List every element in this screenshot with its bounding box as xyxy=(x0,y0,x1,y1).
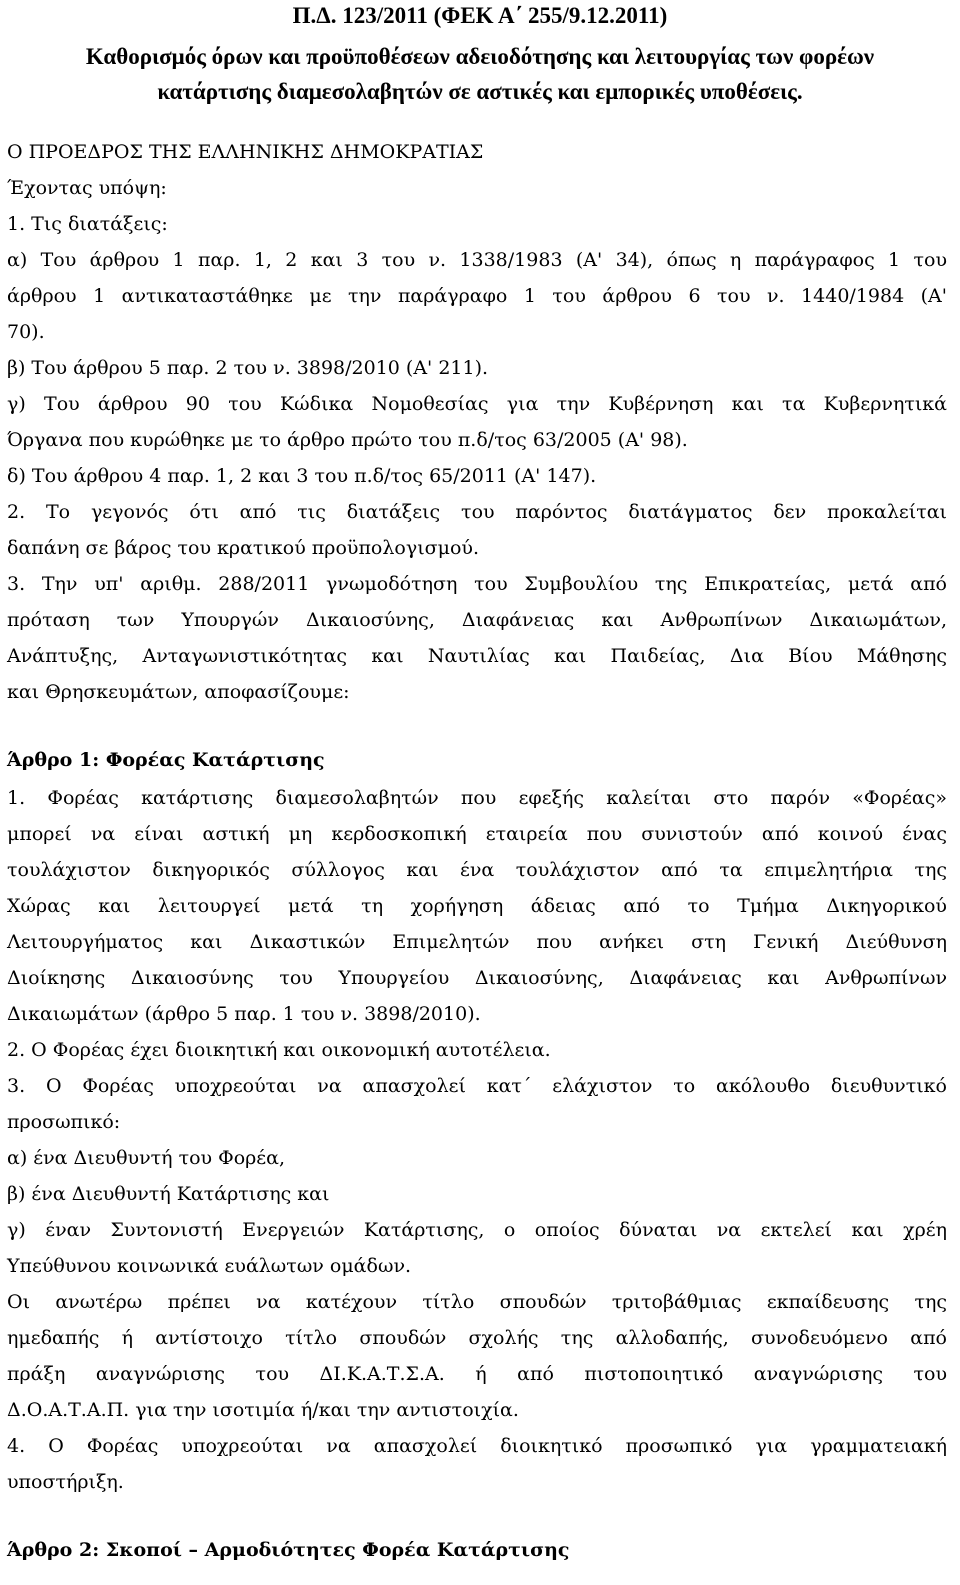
body-text-line: γ) έναν Συντονιστή Ενεργειών Κατάρτισης, ο οποίος δύναται να εκτελεί και χρέη xyxy=(7,1219,947,1241)
body-text-line: δαπάνη σε βάρος του κρατικού προϋπολογισμού. xyxy=(7,537,480,559)
body-text-line: Όργανα που κυρώθηκε με το άρθρο πρώτο του π.δ/τος 63/2005 (Α' 98). xyxy=(7,429,688,451)
body-text-line: α) ένα Διευθυντή του Φορέα, xyxy=(7,1147,286,1169)
body-text-line: Χώρας και λειτουργεί μετά τη χορήγηση άδειας από το Τμήμα Δικηγορικού xyxy=(7,895,947,917)
body-text-line: 1. Φορέας κατάρτισης διαμεσολαβητών που εφεξής καλείται στο παρόν «Φορέας» xyxy=(7,787,947,809)
body-text-line: 4. Ο Φορέας υποχρεούται να απασχολεί διοικητικό προσωπικό για γραμματειακή xyxy=(7,1435,947,1457)
body-text-line: τουλάχιστον δικηγορικός σύλλογος και ένα τουλάχιστον από τα επιμελητήρια της xyxy=(7,859,947,881)
body-text-line: 3. Την υπ' αριθμ. 288/2011 γνωμοδότηση του Συμβουλίου της Επικρατείας, μετά από xyxy=(7,573,947,595)
body-text-line: 2. Το γεγονός ότι από τις διατάξεις του παρόντος διατάγματος δεν προκαλείται xyxy=(7,501,947,523)
body-text-line: γ) Του άρθρου 90 του Κώδικα Νομοθεσίας για την Κυβέρνηση και τα Κυβερνητικά xyxy=(7,393,947,415)
body-text-line: υποστήριξη. xyxy=(7,1471,124,1493)
body-text-line: α) Του άρθρου 1 παρ. 1, 2 και 3 του ν. 1338/1983 (Α' 34), όπως η παράγραφος 1 του xyxy=(7,249,947,271)
body-text-line: προσωπικό: xyxy=(7,1111,121,1133)
document-subtitle-line-1: Καθορισμός όρων και προϋποθέσεων αδειοδότησης και λειτουργίας των φορέων xyxy=(85,44,875,69)
body-text-line: β) Του άρθρου 5 παρ. 2 του ν. 3898/2010 (Α' 211). xyxy=(7,357,489,379)
body-text-line: β) ένα Διευθυντή Κατάρτισης και xyxy=(7,1183,330,1205)
article-heading: Άρθρο 2: Σκοποί – Αρμοδιότητες Φορέα Κατάρτισης xyxy=(7,1539,570,1561)
body-text-line: 3. Ο Φορέας υποχρεούται να απασχολεί κατ΄ ελάχιστον το ακόλουθο διευθυντικό xyxy=(7,1075,947,1097)
article-heading: Άρθρο 1: Φορέας Κατάρτισης xyxy=(7,749,325,771)
body-text-line: Ανάπτυξης, Ανταγωνιστικότητας και Ναυτιλίας και Παιδείας, Δια Βίου Μάθησης xyxy=(7,645,947,667)
body-text-line: μπορεί να είναι αστική μη κερδοσκοπική εταιρεία που συνιστούν από κοινού ένας xyxy=(7,823,947,845)
document-title: Π.Δ. 123/2011 (ΦΕΚ Α΄ 255/9.12.2011) xyxy=(292,3,668,28)
body-text-line: Δικαιωμάτων (άρθρο 5 παρ. 1 του ν. 3898/2010). xyxy=(7,1003,481,1025)
body-text-line: 1. Τις διατάξεις: xyxy=(7,213,168,235)
body-text-line: Δ.Ο.Α.Τ.Α.Π. για την ισοτιμία ή/και την αντιστοιχία. xyxy=(7,1399,519,1421)
body-text-line: πρόταση των Υπουργών Δικαιοσύνης, Διαφάνειας και Ανθρωπίνων Δικαιωμάτων, xyxy=(7,609,947,631)
body-text-line: Έχοντας υπόψη: xyxy=(7,177,167,199)
body-text-line: πράξη αναγνώρισης του ΔΙ.Κ.Α.Τ.Σ.Α. ή από πιστοποιητικό αναγνώρισης του xyxy=(7,1363,947,1385)
body-text-line: Ο ΠΡΟΕΔΡΟΣ ΤΗΣ ΕΛΛΗΝΙΚΗΣ ΔΗΜΟΚΡΑΤΙΑΣ xyxy=(7,141,484,163)
body-text-line: ημεδαπής ή αντίστοιχο τίτλο σπουδών σχολής της αλλοδαπής, συνοδευόμενο από xyxy=(7,1327,947,1349)
body-text-line: δ) Του άρθρου 4 παρ. 1, 2 και 3 του π.δ/τος 65/2011 (Α' 147). xyxy=(7,465,597,487)
body-text-line: Λειτουργήματος και Δικαστικών Επιμελητών που ανήκει στη Γενική Διεύθυνση xyxy=(7,931,947,953)
body-text-line: και Θρησκευμάτων, αποφασίζουμε: xyxy=(7,681,350,703)
document-subtitle-line-2: κατάρτισης διαμεσολαβητών σε αστικές και εμπορικές υποθέσεις. xyxy=(157,79,803,104)
body-text-line: άρθρου 1 αντικαταστάθηκε με την παράγραφο 1 του άρθρου 6 του ν. 1440/1984 (Α' xyxy=(7,285,947,307)
body-text-line: Διοίκησης Δικαιοσύνης του Υπουργείου Δικαιοσύνης, Διαφάνειας και Ανθρωπίνων xyxy=(7,967,947,989)
body-text-line: 70). xyxy=(7,321,45,343)
body-text-line: 2. Ο Φορέας έχει διοικητική και οικονομική αυτοτέλεια. xyxy=(7,1039,551,1061)
body-text-line: Οι ανωτέρω πρέπει να κατέχουν τίτλο σπουδών τριτοβάθμιας εκπαίδευσης της xyxy=(7,1291,947,1313)
body-text-line: Υπεύθυνου κοινωνικά ευάλωτων ομάδων. xyxy=(7,1255,412,1277)
